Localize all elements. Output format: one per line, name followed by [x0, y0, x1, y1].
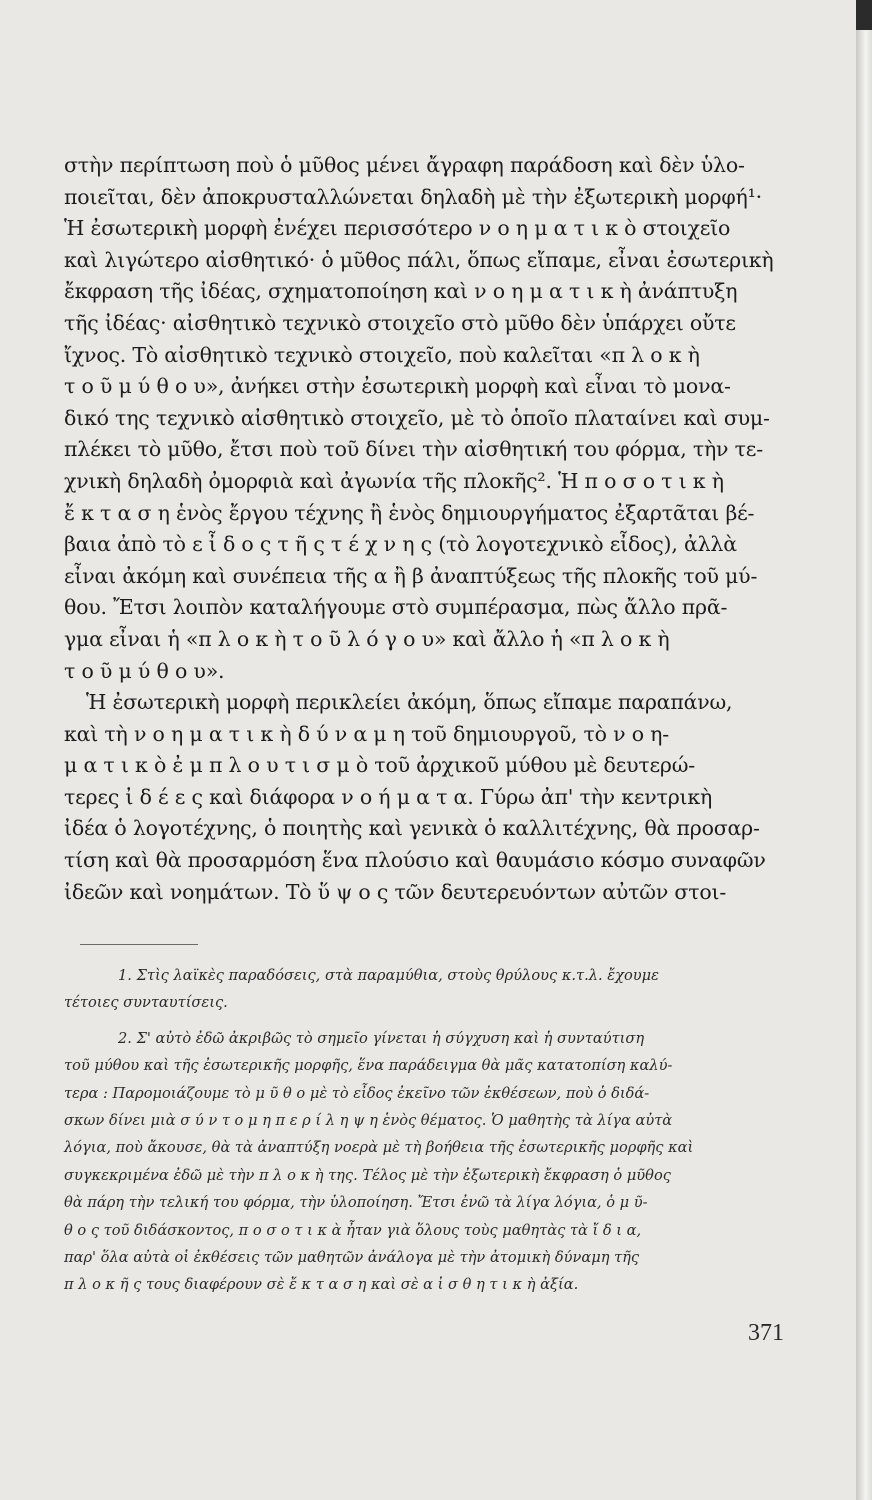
body-line: καὶ τὴ ν ο η μ α τ ι κ ὴ δ ύ ν α μ η τοῦ δημιουργοῦ, τὸ ν ο η-	[64, 721, 669, 746]
body-line: τίση καὶ θὰ προσαρμόση ἕνα πλούσιο καὶ θαυμάσιο κόσμο συναφῶν	[64, 848, 766, 873]
body-line: ἔ κ τ α σ η ἑνὸς ἔργου τέχνης ἢ ἑνὸς δημιουργήματος ἐξαρτᾶται βέ-	[64, 500, 755, 525]
body-line: θου. Ἔτσι λοιπὸν καταλήγουμε στὸ συμπέρασμα, πὼς ἄλλο πρᾶ-	[64, 595, 728, 620]
footnote-line: θὰ πάρη τὴν τελική του φόρμα, τὴν ὑλοποίηση. Ἔτσι ἐνῶ τὰ λίγα λόγια, ὁ μ ῦ-	[64, 1194, 648, 1212]
page-number: 371	[748, 1320, 784, 1346]
body-line: Ἡ ἐσωτερικὴ μορφὴ ἐνέχει περισσότερο ν ο η μ α τ ι κ ὸ στοιχεῖο	[64, 216, 731, 241]
footnote-separator	[80, 944, 198, 945]
body-line: τ ο ῦ μ ύ θ ο υ», ἀνήκει στὴν ἐσωτερικὴ μορφὴ καὶ εἶναι τὸ μονα-	[64, 374, 731, 399]
scan-corner	[856, 0, 872, 30]
body-line: ἔκφραση τῆς ἰδέας, σχηματοποίηση καὶ ν ο η μ α τ ι κ ὴ ἀνάπτυξη	[64, 279, 738, 304]
footnote-line: π λ ο κ ῆ ς τους διαφέρουν σὲ ἔ κ τ α σ η καὶ σὲ α ἰ σ θ η τ ι κ ὴ ἀξία.	[64, 1276, 579, 1294]
body-line: Ἡ ἐσωτερικὴ μορφὴ περικλείει ἀκόμη, ὅπως εἴπαμε παραπάνω,	[86, 690, 733, 715]
footnote-line: τερα : Παρομοιάζουμε τὸ μ ῦ θ ο μὲ τὸ εἶδος ἐκεῖνο τῶν ἐκθέσεων, ποὺ ὁ διδά-	[64, 1084, 650, 1102]
body-line: μ α τ ι κ ὸ ἐ μ π λ ο υ τ ι σ μ ὸ τοῦ ἀρχικοῦ μύθου μὲ δευτερώ-	[64, 753, 696, 778]
footnote-line: 1. Στὶς λαϊκὲς παραδόσεις, στὰ παραμύθια, στοὺς θρύλους κ.τ.λ. ἔχουμε	[118, 967, 659, 984]
body-line: τ ο ῦ μ ύ θ ο υ».	[64, 658, 225, 683]
body-line: δικό της τεχνικὸ αἰσθητικὸ στοιχεῖο, μὲ τὸ ὁποῖο πλαταίνει καὶ συμ-	[64, 405, 770, 430]
footnote-line: τέτοιες συνταυτίσεις.	[64, 994, 228, 1012]
footnote-line: παρ' ὅλα αὐτὰ οἱ ἐκθέσεις τῶν μαθητῶν ἀνάλογα μὲ τὴν ἀτομικὴ δύναμη τῆς	[64, 1248, 640, 1266]
body-line: ἰδέα ὁ λογοτέχνης, ὁ ποιητὴς καὶ γενικὰ ὁ καλλιτέχνης, θὰ προσαρ-	[64, 816, 760, 841]
body-line: ποιεῖται, δὲν ἀποκρυσταλλώνεται δηλαδὴ μὲ τὴν ἐξωτερικὴ μορφή¹·	[64, 184, 762, 209]
footnote-line: 2. Σ' αὐτὸ ἐδῶ ἀκριβῶς τὸ σημεῖο γίνεται ἡ σύγχυση καὶ ἡ συνταύτιση	[118, 1029, 645, 1047]
body-line: πλέκει τὸ μῦθο, ἔτσι ποὺ τοῦ δίνει τὴν αἰσθητική του φόρμα, τὴν τε-	[64, 437, 763, 462]
footnotes	[64, 962, 780, 1299]
body-line: τερες ἰ δ έ ε ς καὶ διάφορα ν ο ή μ α τ α. Γύρω ἀπ' τὴν κεντρικὴ	[64, 784, 713, 809]
body-line: εἶναι ἀκόμη καὶ συνέπεια τῆς α ἢ β ἀναπτύξεως τῆς πλοκῆς τοῦ μύ-	[64, 563, 758, 588]
page-edge	[856, 0, 872, 1500]
body-line: στὴν περίπτωση ποὺ ὁ μῦθος μένει ἄγραφη παράδοση καὶ δὲν ὑλο-	[64, 153, 745, 177]
body-text	[64, 150, 780, 908]
footnote-line: θ ο ς τοῦ διδάσκοντος, π ο σ ο τ ι κ ὰ ἦταν γιὰ ὅλους τοὺς μαθητὰς τὰ ἴ δ ι α,	[64, 1221, 642, 1239]
footnote-line: σκων δίνει μιὰ σ ύ ν τ ο μ η π ε ρ ί λ η ψ η ἑνὸς θέματος. Ὁ μαθητὴς τὰ λίγα αὐτὰ	[64, 1111, 673, 1129]
footnote-line: τοῦ μύθου καὶ τῆς ἐσωτερικῆς μορφῆς, ἕνα παράδειγμα θὰ μᾶς κατατοπίση καλύ-	[64, 1057, 673, 1075]
footnote-1	[64, 962, 780, 1017]
footnote-2	[64, 1025, 780, 1299]
body-line: τῆς ἰδέας· αἰσθητικὸ τεχνικὸ στοιχεῖο στὸ μῦθο δὲν ὑπάρχει οὔτε	[64, 310, 736, 335]
body-line: καὶ λιγώτερο αἰσθητικό· ὁ μῦθος πάλι, ὅπως εἴπαμε, εἶναι ἐσωτερικὴ	[64, 247, 774, 272]
body-line: χνικὴ δηλαδὴ ὀμορφιὰ καὶ ἀγωνία τῆς πλοκῆς². Ἡ π ο σ ο τ ι κ ὴ	[64, 468, 724, 493]
body-line: γμα εἶναι ἡ «π λ ο κ ὴ τ ο ῦ λ ό γ ο υ» καὶ ἄλλο ἡ «π λ ο κ ὴ	[64, 626, 670, 651]
footnote-line: λόγια, ποὺ ἄκουσε, θὰ τὰ ἀναπτύξη νοερὰ μὲ τὴ βοήθεια τῆς ἐσωτερικῆς μορφῆς καὶ	[64, 1139, 694, 1157]
body-line: ἴχνος. Τὸ αἰσθητικὸ τεχνικὸ στοιχεῖο, ποὺ καλεῖται «π λ ο κ ὴ	[64, 342, 700, 367]
body-line: ἰδεῶν καὶ νοημάτων. Τὸ ὕ ψ ο ς τῶν δευτερευόντων αὐτῶν στοι-	[64, 879, 727, 904]
footnote-line: συγκεκριμένα ἐδῶ μὲ τὴν π λ ο κ ὴ της. Τέλος μὲ τὴν ἐξωτερικὴ ἔκφραση ὁ μῦθος	[64, 1166, 671, 1184]
body-line: βαια ἀπὸ τὸ ε ἶ δ ο ς τ ῆ ς τ έ χ ν η ς (τὸ λογοτεχνικὸ εἶδος), ἀλλὰ	[64, 532, 737, 557]
